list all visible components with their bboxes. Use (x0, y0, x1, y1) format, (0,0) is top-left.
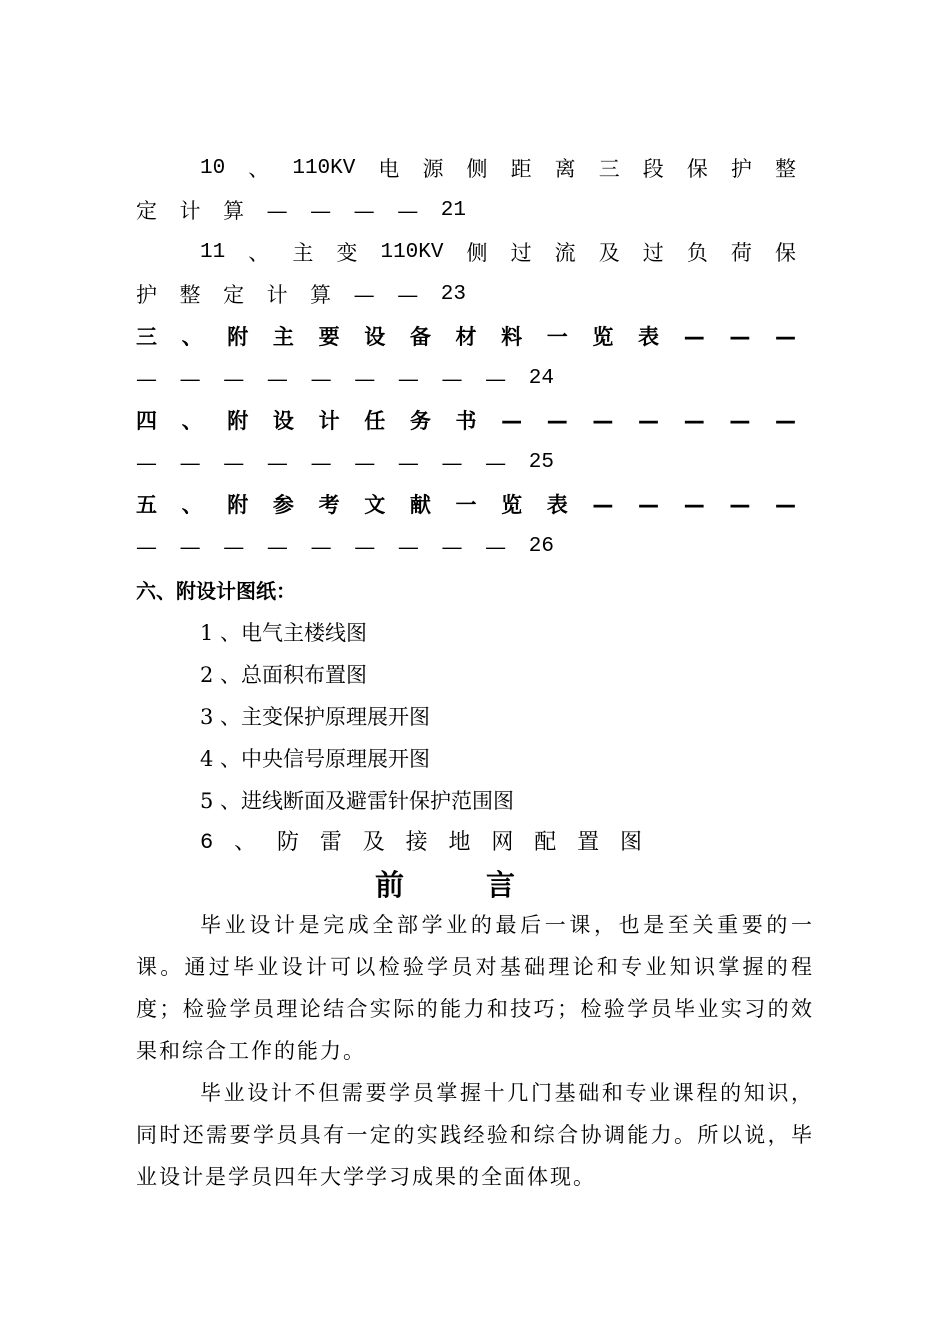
toc-token: 、 (181, 325, 203, 349)
toc-token: — (774, 493, 796, 517)
toc-token: 算 (223, 199, 245, 223)
toc-token: 算 (310, 283, 332, 307)
toc-token: — (353, 283, 375, 307)
toc-section-3-line1 (136, 320, 796, 354)
toc-token: 附 (227, 493, 249, 517)
toc-token: — (729, 493, 751, 517)
toc-token: 设 (364, 325, 386, 349)
toc-token: 四 (136, 409, 157, 433)
toc-token: 定 (136, 199, 157, 223)
toc-token: 、 (248, 157, 270, 181)
toc-token: 三 (136, 325, 157, 349)
toc-token: 表 (546, 493, 568, 517)
toc-section-5-line2 (136, 530, 554, 564)
toc-section-4-line2 (136, 446, 554, 480)
preface-paragraph-1: 毕业设计是完成全部学业的最后一课，也是至关重要的一课。通过毕业设计可以检验学员对基础理论和专业知识掌握的程度；检验学员理论结合实际的能力和技巧；检验学员毕业实习的效果和综合工作的能力。 (136, 913, 814, 1063)
preface-title-char: 前 (375, 868, 405, 902)
toc-token: 110KV (292, 157, 356, 180)
toc-token: — (501, 409, 523, 433)
toc-item-10-line2 (136, 194, 466, 228)
toc-token: — (397, 199, 419, 223)
toc-token: 流 (554, 241, 576, 265)
toc-token: 一 (546, 325, 568, 349)
toc-token: 变 (336, 241, 358, 265)
toc-token: 段 (642, 157, 664, 181)
toc-token: 110KV (380, 241, 444, 264)
toc-token: — (441, 535, 463, 559)
toc-token: 附 (227, 325, 249, 349)
toc-token: 料 (501, 325, 523, 349)
toc-token: — (310, 199, 332, 223)
toc-item-11-line2 (136, 278, 466, 312)
toc-token: 6 (200, 830, 214, 855)
toc-token: 保 (774, 241, 796, 265)
toc-token: 整 (179, 283, 201, 307)
toc-token: — (683, 409, 705, 433)
toc-token: 接 (405, 830, 428, 855)
toc-token: — (774, 325, 796, 349)
toc-section-3-line2 (136, 362, 554, 396)
toc-token: 主 (292, 241, 314, 265)
toc-token: 置 (577, 830, 600, 855)
toc-token: 计 (179, 199, 201, 223)
toc-section-6-heading: 六、附设计图纸： (136, 579, 296, 603)
toc-token: — (683, 493, 705, 517)
toc-token: — (592, 493, 614, 517)
toc-token: 侧 (466, 157, 488, 181)
toc-token: — (354, 535, 376, 559)
toc-token: 24 (528, 367, 554, 390)
toc-token: 附 (227, 409, 249, 433)
toc-token: — (774, 409, 796, 433)
toc-token: 表 (638, 325, 660, 349)
toc-item-10-line1 (200, 152, 796, 186)
toc-token: 材 (455, 325, 477, 349)
toc-token: 离 (554, 157, 576, 181)
toc-token: 计 (318, 409, 340, 433)
toc-token: 配 (534, 830, 557, 855)
toc-token: 21 (440, 199, 466, 222)
toc-drawing-item: 3 、主变保护原理展开图 (200, 705, 431, 729)
toc-token: 及 (362, 830, 385, 855)
toc-token: — (266, 199, 288, 223)
toc-token: — (310, 367, 332, 391)
toc-token: 25 (528, 451, 554, 474)
toc-token: — (136, 451, 157, 475)
toc-token: — (353, 199, 375, 223)
toc-token: 务 (409, 409, 431, 433)
toc-token: 考 (318, 493, 340, 517)
toc-token: 保 (686, 157, 708, 181)
toc-drawing-item-6 (200, 826, 642, 860)
toc-token: 定 (223, 283, 245, 307)
toc-token: — (223, 451, 245, 475)
toc-token: 五 (136, 493, 157, 517)
toc-token: 要 (318, 325, 340, 349)
toc-drawing-item: 2 、总面积布置图 (200, 663, 368, 687)
toc-token: 任 (364, 409, 386, 433)
toc-token: 书 (455, 409, 477, 433)
toc-token: 26 (528, 535, 554, 558)
toc-token: 三 (598, 157, 620, 181)
toc-token: 护 (730, 157, 752, 181)
toc-token: 、 (248, 241, 270, 265)
toc-token: 及 (598, 241, 620, 265)
toc-token: 过 (510, 241, 532, 265)
toc-token: — (310, 535, 332, 559)
toc-token: — (485, 367, 507, 391)
toc-token: 备 (409, 325, 431, 349)
toc-token: — (266, 535, 288, 559)
toc-token: — (485, 535, 507, 559)
toc-token: 设 (272, 409, 294, 433)
toc-token: 过 (642, 241, 664, 265)
toc-token: — (397, 367, 419, 391)
toc-token: 负 (686, 241, 708, 265)
preface-paragraph-2: 毕业设计不但需要学员掌握十几门基础和专业课程的知识，同时还需要学员具有一定的实践经验和综合协调能力。所以说，毕业设计是学员四年大学学习成果的全面体现。 (136, 1081, 814, 1189)
toc-drawing-item: 4 、中央信号原理展开图 (200, 747, 431, 771)
toc-token: 11 (200, 241, 226, 264)
toc-token: — (638, 409, 660, 433)
toc-token: — (354, 451, 376, 475)
toc-token: 览 (592, 325, 614, 349)
toc-token: 网 (491, 830, 514, 855)
toc-section-4-line1 (136, 404, 796, 438)
toc-token: 荷 (730, 241, 752, 265)
toc-token: 计 (266, 283, 288, 307)
toc-section-5-line1 (136, 488, 796, 522)
toc-token: 主 (272, 325, 294, 349)
toc-token: — (266, 451, 288, 475)
toc-token: — (136, 367, 157, 391)
toc-token: — (729, 325, 751, 349)
toc-token: — (441, 367, 463, 391)
toc-token: — (546, 409, 568, 433)
toc-drawing-item: 5 、进线断面及避雷针保护范围图 (200, 789, 515, 813)
toc-token: 23 (440, 283, 466, 306)
toc-token: — (592, 409, 614, 433)
preface-title-char: 言 (485, 868, 515, 902)
toc-token: — (354, 367, 376, 391)
toc-token: 防 (276, 830, 299, 855)
toc-token: — (441, 451, 463, 475)
toc-token: 整 (774, 157, 796, 181)
toc-token: 护 (136, 283, 157, 307)
toc-token: — (397, 283, 419, 307)
toc-token: — (485, 451, 507, 475)
toc-token: 侧 (466, 241, 488, 265)
toc-token: 10 (200, 157, 226, 180)
toc-token: — (683, 325, 705, 349)
preface-title (375, 864, 515, 906)
toc-token: 地 (448, 830, 471, 855)
toc-token: 文 (364, 493, 386, 517)
toc-token: — (223, 535, 245, 559)
toc-token: 参 (272, 493, 294, 517)
toc-token: — (136, 535, 157, 559)
toc-token: 一 (455, 493, 477, 517)
toc-token: 献 (409, 493, 431, 517)
toc-token: 电 (378, 157, 400, 181)
toc-token: — (266, 367, 288, 391)
toc-item-11-line1 (200, 236, 796, 270)
toc-token: 雷 (319, 830, 342, 855)
toc-token: 、 (181, 493, 203, 517)
toc-token: 距 (510, 157, 532, 181)
toc-token: — (729, 409, 751, 433)
toc-token: — (397, 451, 419, 475)
toc-token: — (397, 535, 419, 559)
toc-token: — (179, 451, 201, 475)
toc-token: 览 (501, 493, 523, 517)
toc-token: — (310, 451, 332, 475)
toc-token: 源 (422, 157, 444, 181)
toc-token: — (638, 493, 660, 517)
toc-token: — (223, 367, 245, 391)
toc-token: — (179, 535, 201, 559)
toc-token: 、 (181, 409, 203, 433)
toc-token: 图 (619, 830, 642, 855)
toc-drawing-item: 1 、电气主楼线图 (200, 621, 368, 645)
toc-token: — (179, 367, 201, 391)
toc-token: 、 (234, 830, 257, 855)
